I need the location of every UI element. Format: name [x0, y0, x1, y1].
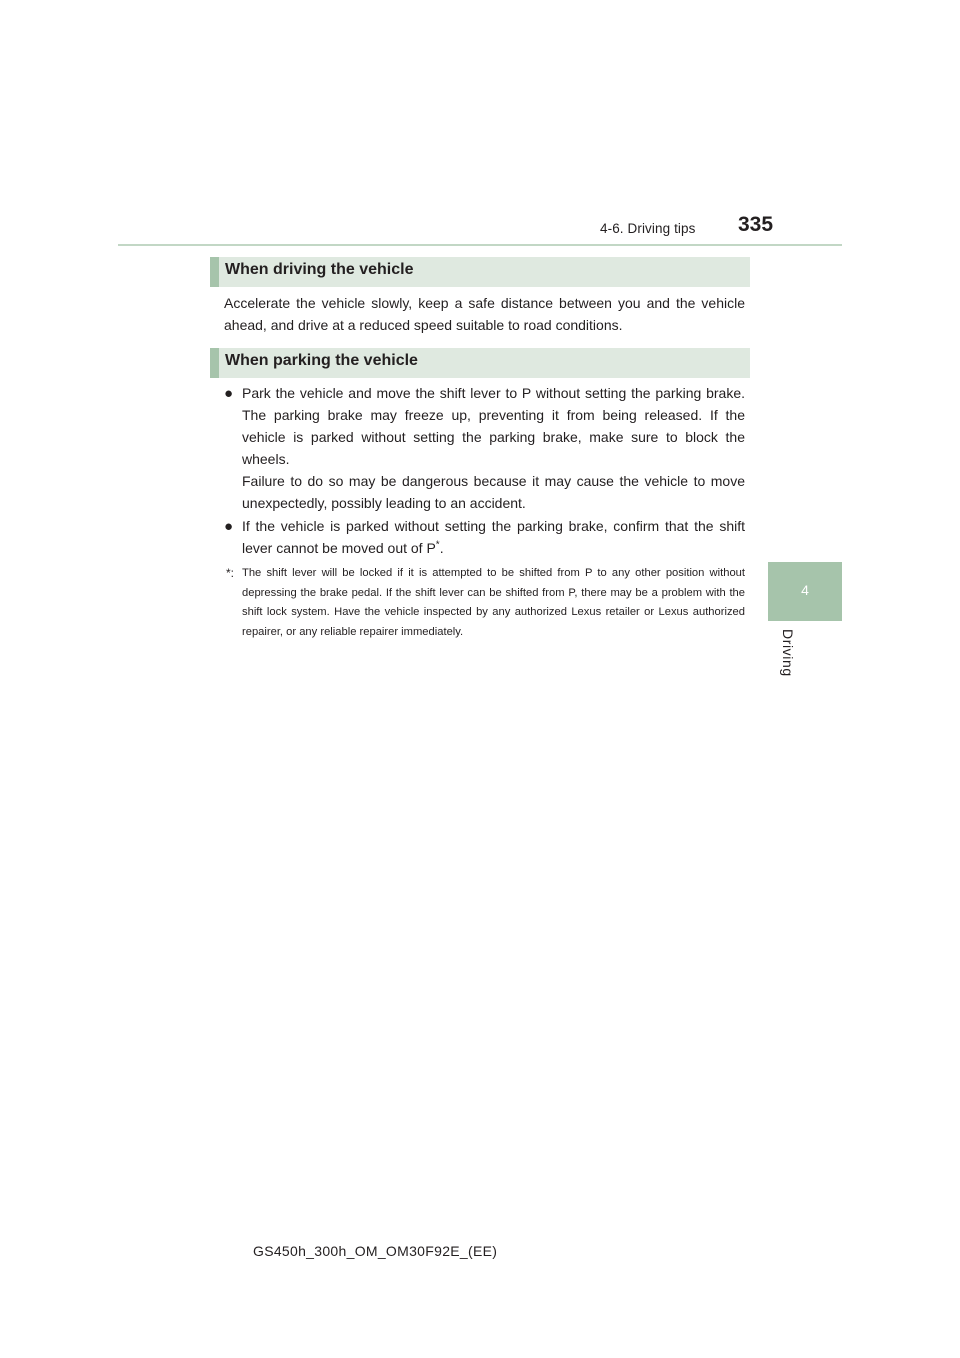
bullet-icon: ●: [224, 518, 234, 535]
footnote-marker: *:: [226, 566, 235, 580]
chapter-tab: [768, 562, 842, 621]
chapter-number: 4: [801, 582, 809, 598]
bullet-text-continuation: Failure to do so may be dangerous because it may cause the vehicle to move unexpectedly, possibly leading to an accident.: [242, 473, 745, 511]
parking-bullet-1: [224, 382, 745, 514]
parking-bullet-2: [224, 515, 745, 559]
bullet-text-end: .: [439, 540, 444, 556]
footnote-reference: *: [435, 539, 440, 551]
section-heading-driving: [210, 257, 750, 287]
driving-paragraph: Accelerate the vehicle slowly, keep a safe distance between you and the vehicle ahead, and drive at a reduced speed suitable to road conditions.: [224, 295, 745, 333]
running-header-section: 4-6. Driving tips: [600, 221, 696, 236]
footnote: [226, 564, 745, 642]
section-heading-parking: [210, 348, 750, 378]
footnote-text: The shift lever will be locked if it is attempted to be shifted from P to any other position without depressing the brake pedal. If the shift lever can be shifted from P, there may be a problem with the shift lock system. Have the vehicle inspected by any authorized Lexus retailer or Lexus authorized repairer, or any reliable repairer immediately.: [242, 567, 745, 638]
section-heading-text: When parking the vehicle: [225, 352, 418, 369]
chapter-name: Driving: [780, 629, 796, 677]
bullet-icon: ●: [224, 385, 234, 402]
bullet-text: [242, 515, 745, 559]
bullet-text-body: If the vehicle is parked without setting the parking brake, confirm that the shift lever cannot be moved out of P: [242, 518, 745, 556]
header-divider: [118, 244, 842, 246]
page-number: 335: [738, 213, 774, 236]
section-heading-text: When driving the vehicle: [225, 261, 414, 278]
bullet-text: Park the vehicle and move the shift lever to P without setting the parking brake. The parking brake may freeze up, preventing it from being released. If the vehicle is parked without setting the parking brake, make sure to block the wheels.: [242, 385, 745, 467]
document-code: GS450h_300h_OM_OM30F92E_(EE): [253, 1243, 498, 1259]
